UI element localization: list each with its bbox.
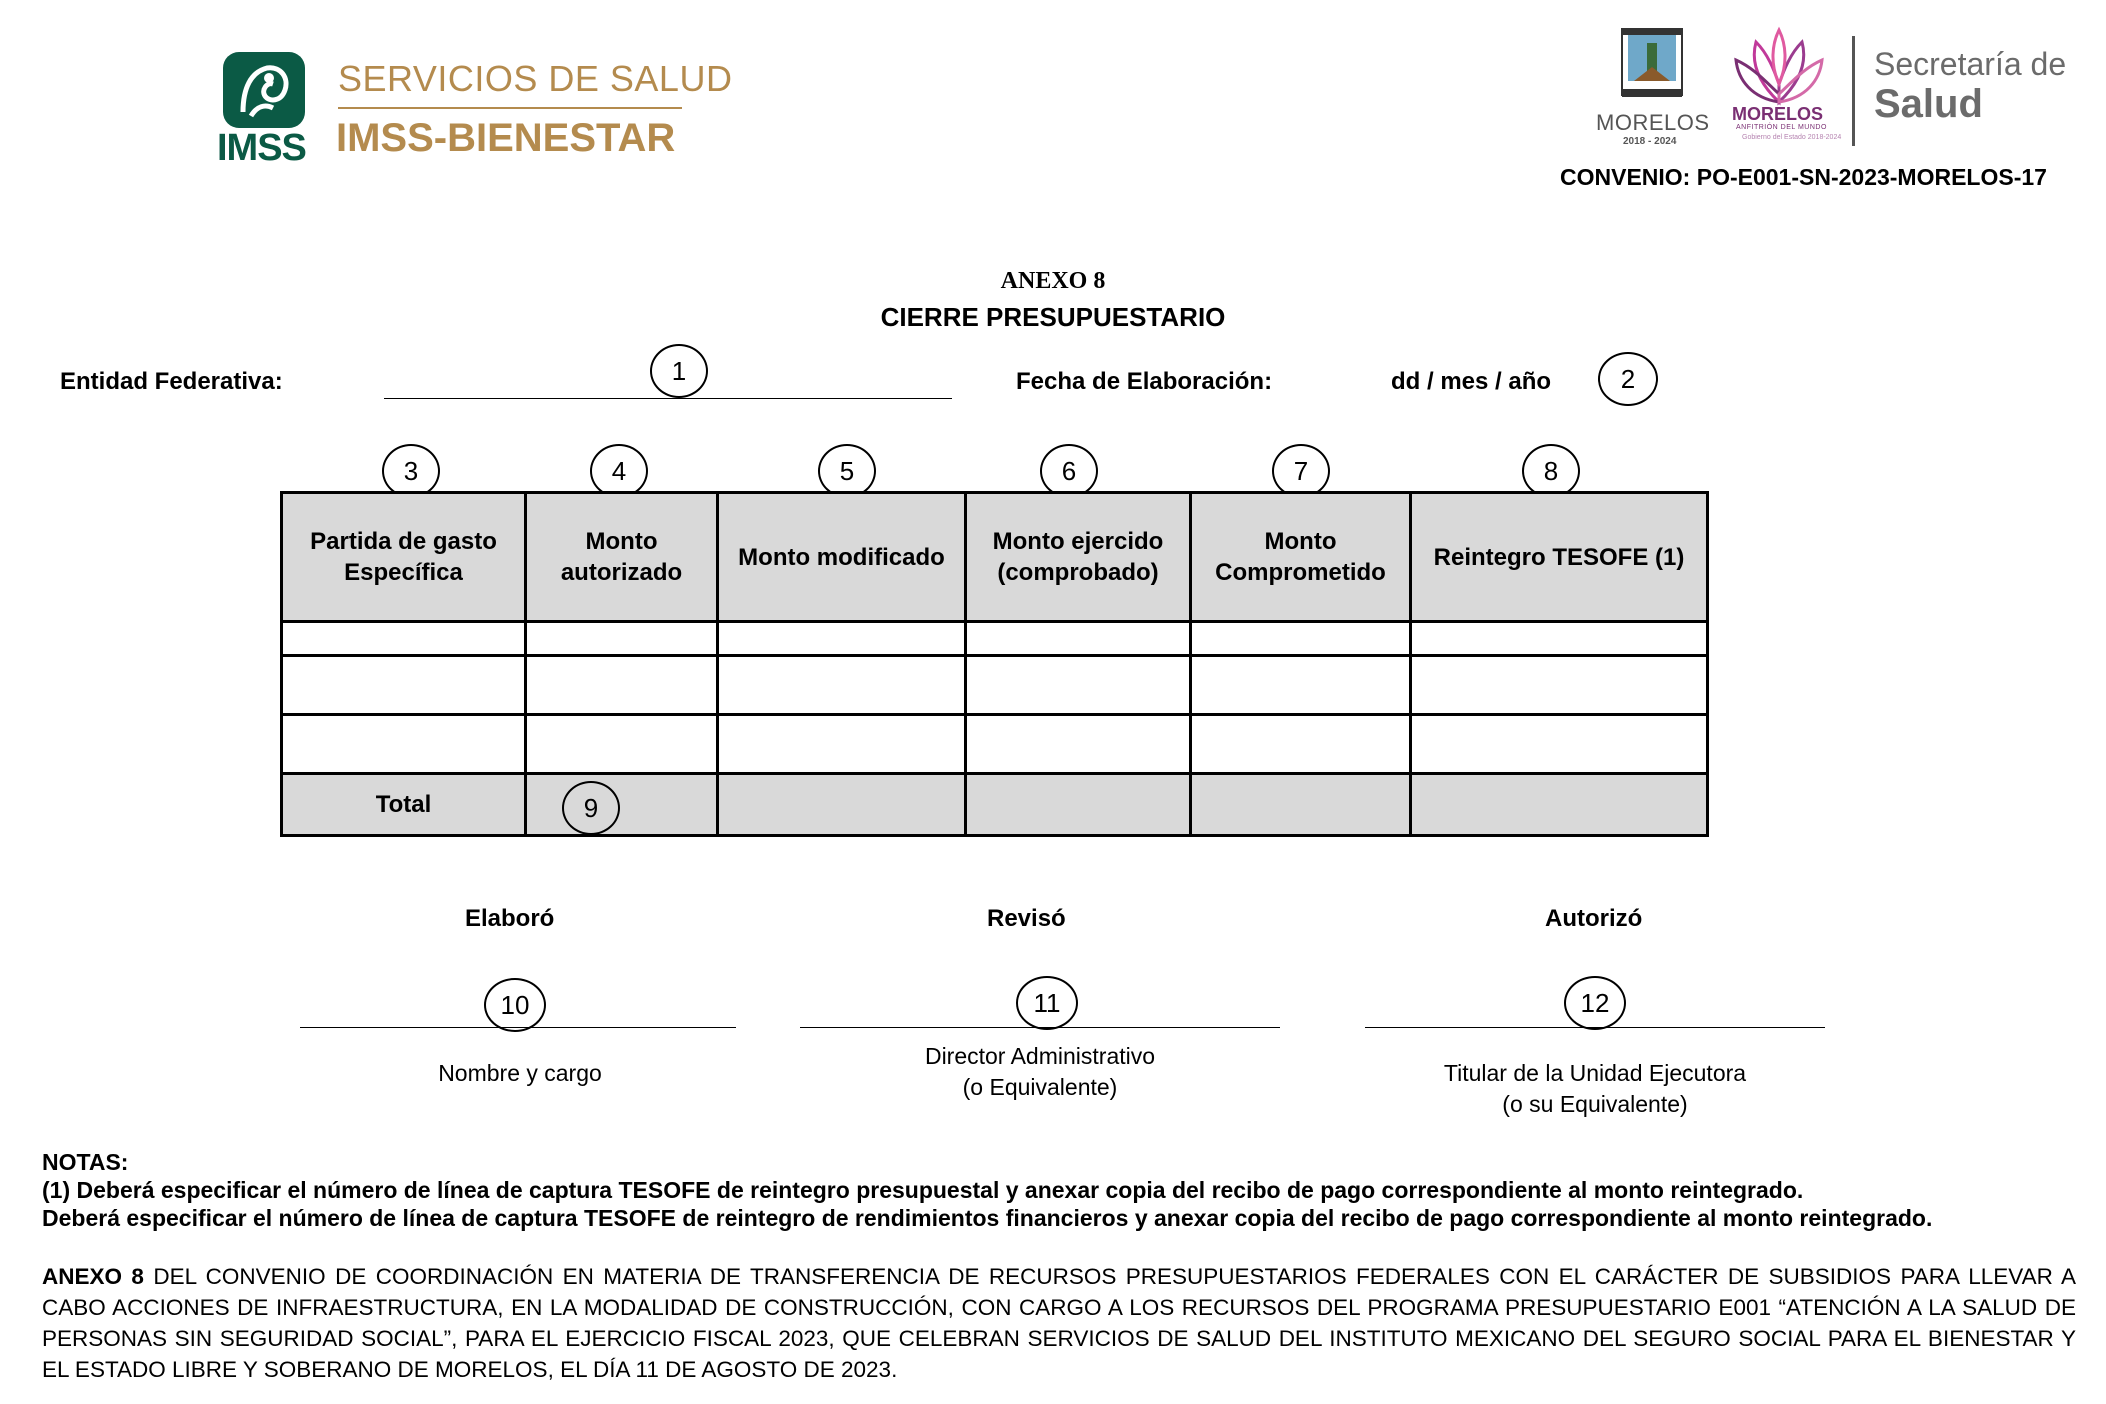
marker-9: 9 bbox=[562, 781, 620, 835]
signature-heading-elaboro: Elaboró bbox=[465, 905, 555, 932]
table-cell[interactable] bbox=[718, 656, 966, 715]
org-name-line2: IMSS-BIENESTAR bbox=[336, 116, 676, 160]
marker-5: 5 bbox=[818, 444, 876, 498]
table-cell[interactable] bbox=[526, 622, 718, 656]
header-text-line: Comprometido bbox=[1215, 559, 1386, 586]
convenio-number: CONVENIO: PO-E001-SN-2023-MORELOS-17 bbox=[1560, 164, 2047, 190]
column-header-reintegro-tesofe bbox=[1411, 493, 1708, 622]
morelos-flower-logo-icon bbox=[1730, 24, 1828, 108]
caption-line: (o Equivalente) bbox=[962, 1074, 1118, 1100]
table-cell[interactable] bbox=[966, 622, 1191, 656]
notes-heading: NOTAS: bbox=[42, 1149, 129, 1175]
secretaria-line1: Secretaría de bbox=[1874, 46, 2067, 82]
table-total-row bbox=[282, 774, 1708, 836]
table-cell[interactable] bbox=[718, 622, 966, 656]
table-cell[interactable] bbox=[282, 715, 526, 774]
imss-logo-icon bbox=[221, 50, 307, 130]
header-text-line: Reintegro TESOFE (1) bbox=[1433, 543, 1685, 571]
total-label: Total bbox=[282, 774, 526, 836]
column-header-monto-comprometido bbox=[1191, 493, 1411, 622]
table-row bbox=[282, 656, 1708, 715]
column-header-monto-ejercido bbox=[966, 493, 1191, 622]
marker-12: 12 bbox=[1564, 976, 1626, 1030]
table-cell[interactable] bbox=[1411, 656, 1708, 715]
legal-lead: ANEXO 8 bbox=[42, 1264, 144, 1289]
total-cell[interactable] bbox=[1411, 774, 1708, 836]
header-text-line: Monto bbox=[1264, 528, 1337, 555]
table-cell[interactable] bbox=[1411, 622, 1708, 656]
marker-3: 3 bbox=[382, 444, 440, 498]
marker-10: 10 bbox=[484, 978, 546, 1032]
marker-8: 8 bbox=[1522, 444, 1580, 498]
fecha-label: Fecha de Elaboración: bbox=[1016, 368, 1273, 395]
marker-4: 4 bbox=[590, 444, 648, 498]
entidad-label: Entidad Federativa: bbox=[60, 368, 283, 395]
table-cell[interactable] bbox=[966, 656, 1191, 715]
caption-line: Director Administrativo bbox=[924, 1043, 1156, 1069]
marker-7: 7 bbox=[1272, 444, 1330, 498]
signature-heading-reviso: Revisó bbox=[987, 905, 1066, 932]
note-line-2: Deberá especificar el número de línea de captura TESOFE de reintegro de rendimientos financieros y anexar copia del recibo de pago correspondiente al monto reintegrado. bbox=[42, 1205, 1933, 1231]
caption-line: Titular de la Unidad Ejecutora bbox=[1443, 1060, 1747, 1086]
header-text-line: Monto bbox=[585, 528, 658, 555]
fecha-format: dd / mes / año bbox=[1391, 368, 1552, 395]
table-row bbox=[282, 622, 1708, 656]
total-cell[interactable] bbox=[966, 774, 1191, 836]
total-monto-autorizado-cell[interactable] bbox=[526, 774, 718, 836]
morelos-government-name: MORELOS bbox=[1732, 104, 1824, 124]
signature-heading-autorizo: Autorizó bbox=[1545, 905, 1643, 932]
signature-caption-reviso bbox=[870, 1041, 1210, 1103]
morelos-coat-of-arms-icon bbox=[1620, 27, 1684, 105]
marker-1: 1 bbox=[650, 344, 708, 398]
table-cell[interactable] bbox=[1191, 622, 1411, 656]
signature-caption-autorizo bbox=[1395, 1058, 1795, 1120]
total-cell[interactable] bbox=[718, 774, 966, 836]
header-text-line: Monto modificado bbox=[738, 543, 945, 571]
header-text-line: Partida de gasto bbox=[310, 528, 497, 555]
table-cell[interactable] bbox=[526, 656, 718, 715]
entidad-input-line[interactable] bbox=[384, 398, 952, 399]
legal-text: DEL CONVENIO DE COORDINACIÓN EN MATERIA DE TRANSFERENCIA DE RECURSOS PRESUPUESTARIOS FEDERALES CON EL CARÁCTER DE SUBSIDIOS PARA LLEVAR A CABO ACCIONES DE INFRAESTRUCTURA, EN LA MODALIDAD DE CONSTRUCCIÓN, CON CARGO A LOS RECURSOS DEL PROGRAMA PRESUPUESTARIO E001 “ATENCIÓN A LA SALUD DE PERSONAS SIN SEGURIDAD SOCIAL”, PARA EL EJERCICIO FISCAL 2023, QUE CELEBRAN SERVICIOS DE SALUD DEL INSTITUTO MEXICANO DEL SEGURO SOCIAL PARA EL BIENESTAR Y EL ESTADO LIBRE Y SOBERANO DE MORELOS, EL DÍA 11 DE AGOSTO DE 2023. bbox=[42, 1264, 2077, 1382]
legal-paragraph bbox=[42, 1261, 2076, 1385]
org-name-line1: SERVICIOS DE SALUD bbox=[338, 58, 733, 99]
header-text-line: Monto ejercido bbox=[992, 528, 1164, 555]
marker-11: 11 bbox=[1016, 976, 1078, 1030]
secretaria-divider bbox=[1852, 36, 1855, 146]
secretaria-line2: Salud bbox=[1874, 82, 1983, 126]
column-header-monto-modificado bbox=[718, 493, 966, 622]
table-row bbox=[282, 715, 1708, 774]
table-header-row bbox=[282, 493, 1708, 622]
table-cell[interactable] bbox=[1191, 715, 1411, 774]
budget-closure-table bbox=[280, 491, 1709, 837]
total-cell[interactable] bbox=[1191, 774, 1411, 836]
annex-title: ANEXO 8 bbox=[1000, 268, 1106, 294]
table-cell[interactable] bbox=[1411, 715, 1708, 774]
marker-2: 2 bbox=[1598, 352, 1658, 406]
table-cell[interactable] bbox=[718, 715, 966, 774]
morelos-state-name: MORELOS bbox=[1596, 110, 1710, 135]
morelos-government-slogan: ANFITRIÓN DEL MUNDO bbox=[1736, 124, 1827, 131]
signature-caption-elaboro bbox=[370, 1058, 670, 1089]
caption-line: Nombre y cargo bbox=[438, 1060, 602, 1086]
marker-6: 6 bbox=[1040, 444, 1098, 498]
column-header-partida bbox=[282, 493, 526, 622]
header-text-line: Específica bbox=[344, 559, 463, 586]
notes-block bbox=[42, 1148, 1932, 1232]
imss-wordmark: IMSS bbox=[217, 127, 306, 169]
morelos-government-sub: Gobierno del Estado 2018-2024 bbox=[1742, 134, 1842, 141]
table-cell[interactable] bbox=[282, 656, 526, 715]
org-name-divider bbox=[338, 107, 682, 109]
caption-line: (o su Equivalente) bbox=[1502, 1091, 1688, 1117]
table-cell[interactable] bbox=[282, 622, 526, 656]
morelos-state-years: 2018 - 2024 bbox=[1623, 136, 1677, 147]
table-cell[interactable] bbox=[966, 715, 1191, 774]
header-text-line: (comprobado) bbox=[997, 559, 1159, 586]
note-line-1: (1) Deberá especificar el número de línea de captura TESOFE de reintegro presupuestal y anexar copia del recibo de pago correspondiente al monto reintegrado. bbox=[42, 1177, 1804, 1203]
table-cell[interactable] bbox=[1191, 656, 1411, 715]
header-text-line: autorizado bbox=[560, 559, 683, 586]
document-subtitle: CIERRE PRESUPUESTARIO bbox=[880, 302, 1226, 332]
column-header-monto-autorizado bbox=[526, 493, 718, 622]
table-cell[interactable] bbox=[526, 715, 718, 774]
